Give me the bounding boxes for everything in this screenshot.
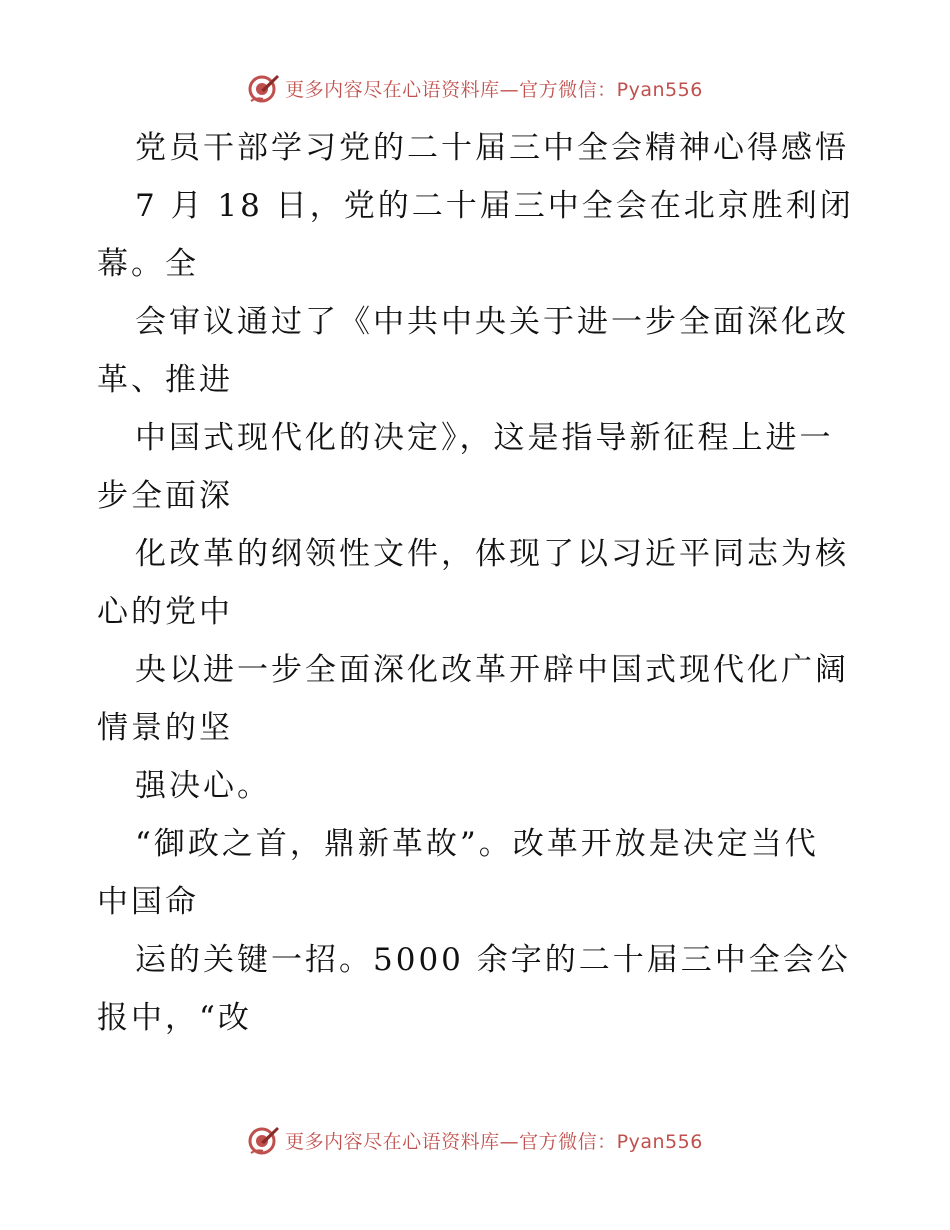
paragraph-line: 报中，“改 <box>97 1000 252 1036</box>
pen-seal-logo-icon <box>247 1123 281 1157</box>
paragraph-line: 幕。全 <box>97 246 199 282</box>
paragraph-line: 情景的坚 <box>97 710 233 746</box>
paragraph-line: “御政之首，鼎新革故”。改革开放是决定当代 <box>135 826 819 862</box>
paragraph-line: 7 月 18 日，党的二十届三中全会在北京胜利闭 <box>135 188 854 224</box>
paragraph-line: 会审议通过了《中共中央关于进一步全面深化改 <box>135 304 849 340</box>
document-title: 党员干部学习党的二十届三中全会精神心得感悟 <box>135 130 849 166</box>
paragraph-line: 中国式现代化的决定》，这是指导新征程上进一 <box>135 420 834 456</box>
paragraph-line: 革、推进 <box>97 362 233 398</box>
paragraph-line: 运的关键一招。5000 余字的二十届三中全会公 <box>135 942 851 978</box>
paragraph-line: 心的党中 <box>97 594 233 630</box>
paragraph-line: 强决心。 <box>135 768 271 804</box>
pen-seal-logo-icon <box>247 71 281 105</box>
watermark-text: 更多内容尽在心语资料库—官方微信：Pyan556 <box>285 1130 703 1153</box>
paragraph-line: 化改革的纲领性文件，体现了以习近平同志为核 <box>135 536 849 572</box>
footer-watermark <box>0 1120 950 1160</box>
watermark-text: 更多内容尽在心语资料库—官方微信：Pyan556 <box>285 78 703 101</box>
paragraph-line: 央以进一步全面深化改革开辟中国式现代化广阔 <box>135 652 849 688</box>
paragraph-line: 步全面深 <box>97 478 233 514</box>
paragraph-line: 中国命 <box>97 884 199 920</box>
header-watermark <box>0 68 950 108</box>
